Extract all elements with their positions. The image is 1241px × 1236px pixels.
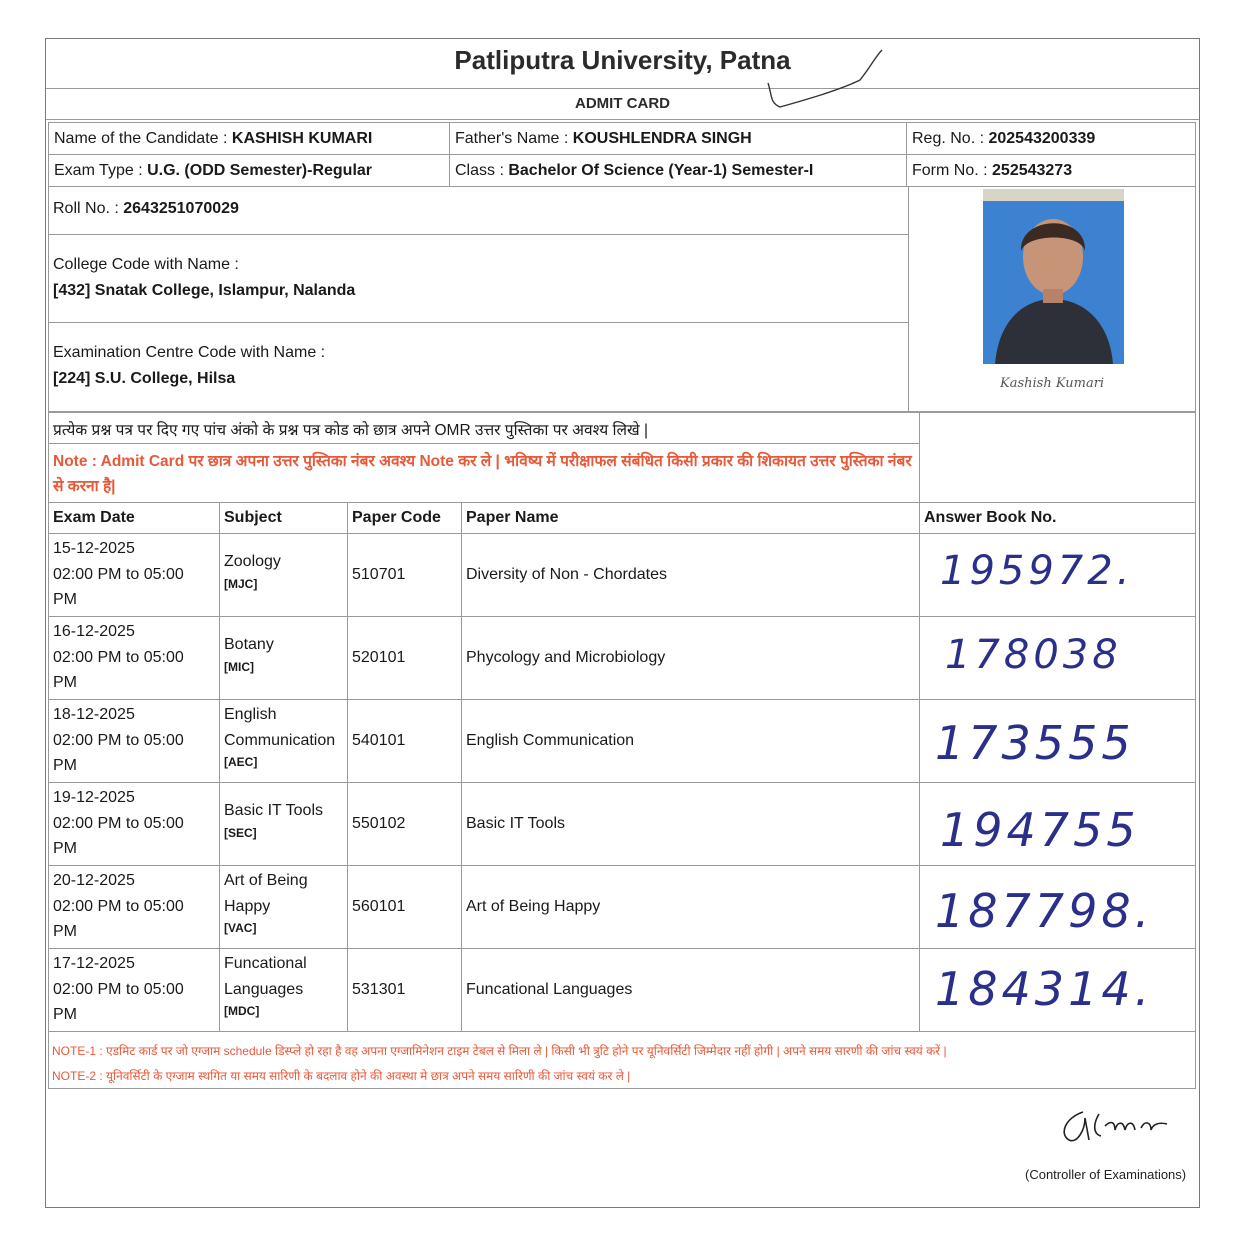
subject-name: Basic IT Tools: [224, 802, 324, 819]
exam-time: 02:00 PM to 05:00 PM: [53, 731, 184, 774]
college-label: College Code with Name :: [53, 256, 239, 273]
subject-name: Funcational Languages: [224, 955, 307, 998]
header-paper-code: Paper Code: [352, 509, 441, 526]
reg-no-cell: [906, 122, 1196, 155]
roll-no-label: Roll No. :: [53, 200, 124, 217]
subject-name: English Communication: [224, 706, 336, 749]
paper-name: Funcational Languages: [466, 981, 633, 998]
subject-tag: [MIC]: [224, 659, 254, 674]
roll-no-row: [53, 200, 239, 218]
subject-tag: [VAC]: [224, 921, 257, 935]
table-row-date: [48, 702, 208, 779]
admit-card-label: ADMIT CARD: [46, 89, 1199, 120]
subject-tag: [MDC]: [224, 1004, 260, 1018]
exam-date: 20-12-2025: [53, 872, 135, 889]
exam-date: 16-12-2025: [53, 623, 135, 640]
subject-name: Art of Being Happy: [224, 872, 308, 915]
father-name-label: Father's Name :: [455, 130, 573, 147]
exam-time: 02:00 PM to 05:00 PM: [53, 648, 184, 691]
university-title: Patliputra University, Patna: [46, 40, 1199, 89]
table-row-subject: [219, 868, 347, 937]
table-divider: [48, 616, 1196, 617]
instruction-side: [919, 412, 1196, 503]
table-row-subject: [219, 951, 347, 1020]
father-name-cell: [449, 122, 907, 155]
table-row-date: [48, 619, 208, 696]
table-row-subject: [219, 632, 347, 676]
candidate-signature: Kashish Kumari: [1000, 376, 1105, 391]
exam-time: 02:00 PM to 05:00 PM: [53, 897, 184, 940]
subject-name: Botany: [224, 636, 274, 653]
table-col-divider: [919, 502, 920, 1032]
table-row-subject: [219, 798, 347, 842]
exam-date: 19-12-2025: [53, 789, 135, 806]
table-divider: [48, 865, 1196, 866]
answer-book-no: 195972.: [940, 548, 1134, 594]
header-answer-book: Answer Book No.: [924, 509, 1057, 526]
divider: [48, 322, 909, 323]
father-name: KOUSHLENDRA SINGH: [572, 130, 752, 147]
note-1: NOTE-1 : एडमिट कार्ड पर जो एग्जाम schedule डिस्प्ले हो रहा है वह अपना एग्जामिनेशन टाइम टेबल से मिला ले | किसी भी त्रुटि होने पर यूनिवर्सिटी जिम्मेदार नहीं होगी | अपने समय सारणी की जांच स्वयं करें |: [52, 1044, 947, 1058]
candidate-name-cell: [48, 122, 450, 155]
table-row-subject: [219, 549, 347, 593]
note-2: NOTE-2 : यूनिवर्सिटी के एग्जाम स्थगित या समय सारिणी के बदलाव होने की अवस्था मे छात्र अपने समय सारिणी की जांच स्वयं कर ले |: [52, 1069, 631, 1083]
answer-book-no: 178038: [945, 632, 1122, 678]
controller-label: (Controller of Examinations): [1025, 1167, 1187, 1182]
divider: [48, 234, 909, 235]
paper-code: 560101: [352, 898, 406, 915]
form-no-label: Form No. :: [912, 162, 993, 179]
exam-type-cell: [48, 154, 450, 187]
header-subject: Subject: [224, 509, 282, 526]
candidate-photo-figure: [983, 189, 1124, 364]
centre-label: Examination Centre Code with Name :: [53, 344, 326, 361]
exam-date: 17-12-2025: [53, 955, 135, 972]
paper-code: 550102: [352, 815, 406, 832]
table-row-date: [48, 868, 208, 945]
paper-name: Phycology and Microbiology: [466, 649, 666, 666]
subject-tag: [MJC]: [224, 576, 258, 591]
answer-book-no: 194755: [940, 803, 1140, 857]
exam-date: 18-12-2025: [53, 706, 135, 723]
answer-book-no: 187798.: [935, 884, 1154, 938]
table-divider: [48, 782, 1196, 783]
form-no: 252543273: [992, 162, 1073, 179]
table-divider: [48, 533, 1196, 534]
table-row-date: [48, 785, 208, 862]
class-cell: [449, 154, 907, 187]
subject-name: Zoology: [224, 553, 281, 570]
instruction-hindi: प्रत्येक प्रश्न पत्र पर दिए गए पांच अंको के प्रश्न पत्र कोड को छात्र अपने OMR उत्तर पुस्तिका पर अवश्य लिखे |: [53, 422, 649, 439]
roll-no: 2643251070029: [123, 200, 239, 217]
centre-name: [224] S.U. College, Hilsa: [53, 370, 236, 387]
header-exam-date: Exam Date: [53, 509, 135, 526]
exam-time: 02:00 PM to 05:00 PM: [53, 814, 184, 857]
divider: [48, 443, 920, 444]
exam-time: 02:00 PM to 05:00 PM: [53, 565, 184, 608]
paper-name: Art of Being Happy: [466, 898, 601, 915]
instruction-note: Note : Admit Card पर छात्र अपना उत्तर पुस्तिका नंबर अवश्य Note कर ले | भविष्य में परीक्षाफल संबंधित किसी प्रकार की शिकायत उत्तर पुस्तिका नंबर से करना है|: [53, 453, 912, 495]
paper-name: Basic IT Tools: [466, 815, 566, 832]
paper-code: 540101: [352, 732, 406, 749]
subject-tag: [AEC]: [224, 755, 258, 769]
exam-time: 02:00 PM to 05:00 PM: [53, 980, 184, 1023]
reg-no: 202543200339: [988, 130, 1096, 147]
table-divider: [48, 948, 1196, 949]
candidate-name-label: Name of the Candidate :: [54, 130, 232, 147]
form-no-cell: [906, 154, 1196, 187]
paper-code: 531301: [352, 981, 406, 998]
header-paper-name: Paper Name: [466, 509, 559, 526]
exam-date: 15-12-2025: [53, 540, 135, 557]
table-row-date: [48, 536, 208, 613]
reg-no-label: Reg. No. :: [912, 130, 989, 147]
paper-name: English Communication: [466, 732, 635, 749]
subject-tag: [SEC]: [224, 825, 257, 840]
table-row-subject: [219, 702, 347, 771]
controller-signature: [1055, 1100, 1190, 1150]
paper-name: Diversity of Non - Chordates: [466, 566, 667, 583]
exam-type-label: Exam Type :: [54, 162, 148, 179]
table-divider: [48, 699, 1196, 700]
paper-code: 520101: [352, 649, 406, 666]
paper-code: 510701: [352, 566, 406, 583]
candidate-name: KASHISH KUMARI: [231, 130, 373, 147]
answer-book-no: 173555: [935, 716, 1135, 770]
class-label: Class :: [455, 162, 509, 179]
answer-book-no: 184314.: [935, 962, 1154, 1016]
table-row-date: [48, 951, 208, 1028]
college-name: [432] Snatak College, Islampur, Nalanda: [53, 282, 356, 299]
class-value: Bachelor Of Science (Year-1) Semester-I: [508, 162, 814, 179]
candidate-photo: [983, 189, 1124, 364]
exam-type: U.G. (ODD Semester)-Regular: [147, 162, 373, 179]
